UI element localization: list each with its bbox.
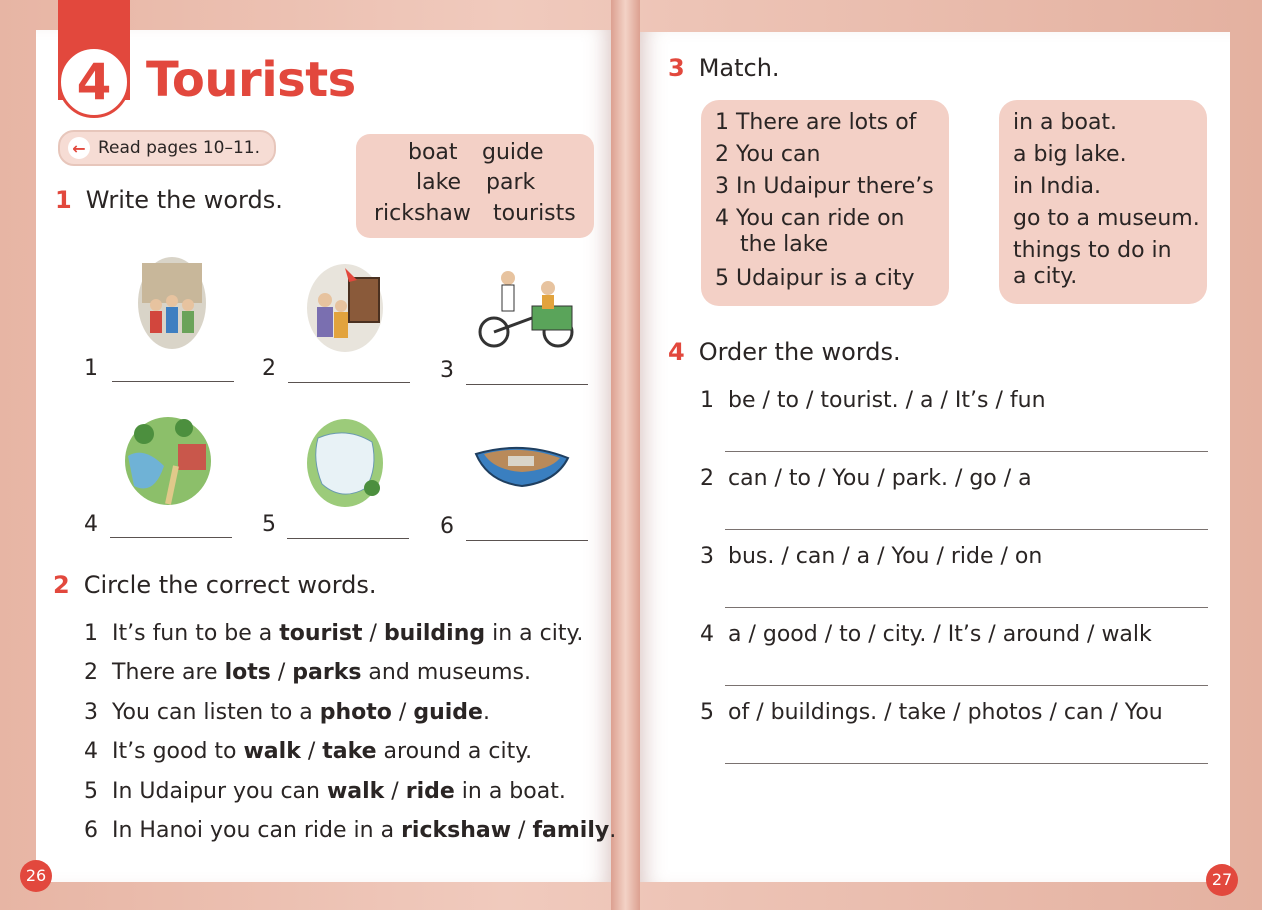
word-tourists: tourists bbox=[493, 201, 576, 226]
circle-sentence-6: 6 In Hanoi you can ride in a rickshaw / family. bbox=[84, 818, 617, 843]
exercise-1-instruction: Write the words. bbox=[85, 186, 283, 214]
option-a[interactable]: walk bbox=[326, 779, 385, 804]
match-left-1[interactable]: 1 There are lots of bbox=[715, 110, 917, 135]
item-4-number: 4 bbox=[84, 512, 98, 537]
order-number: 3 bbox=[700, 544, 714, 569]
item-2-number: 2 bbox=[262, 356, 276, 381]
option-b[interactable]: building bbox=[383, 621, 486, 646]
sentence-text: In Udaipur you can bbox=[112, 779, 327, 804]
order-item-1 bbox=[700, 388, 1046, 413]
unit-number: 4 bbox=[58, 46, 130, 118]
circle-sentence-1: 1 It’s fun to be a tourist / building in a city. bbox=[84, 621, 584, 646]
back-arrow-icon: ← bbox=[68, 137, 90, 159]
exercise-2-heading bbox=[53, 571, 377, 599]
answer-line-4[interactable] bbox=[110, 537, 232, 538]
order-words: can / to / You / park. / go / a bbox=[728, 466, 1032, 491]
exercise-1-number: 1 bbox=[55, 186, 72, 214]
match-left-5[interactable]: 5 Udaipur is a city bbox=[715, 266, 915, 291]
read-pages-label: Read pages 10–11. bbox=[98, 138, 261, 158]
option-b[interactable]: parks bbox=[292, 660, 362, 685]
match-right-5-cont: a city. bbox=[1013, 264, 1078, 289]
sentence-text: . bbox=[609, 818, 617, 843]
answer-line-6[interactable] bbox=[466, 540, 588, 541]
match-right-4[interactable]: go to a museum. bbox=[1013, 206, 1200, 231]
order-words: be / to / tourist. / a / It’s / fun bbox=[728, 388, 1046, 413]
exercise-2-number: 2 bbox=[53, 571, 70, 599]
sentence-number: 1 bbox=[84, 621, 98, 646]
sentence-number: 4 bbox=[84, 739, 98, 764]
option-a[interactable]: lots bbox=[224, 660, 271, 685]
exercise-2-instruction: Circle the correct words. bbox=[83, 571, 377, 599]
match-right-box bbox=[999, 100, 1207, 304]
item-1-number: 1 bbox=[84, 356, 98, 381]
sentence-text: There are bbox=[112, 660, 225, 685]
exercise-3-number: 3 bbox=[668, 54, 685, 82]
item-5-number: 5 bbox=[262, 512, 276, 537]
order-words: of / buildings. / take / photos / can / You bbox=[728, 700, 1163, 725]
match-left-4-cont: the lake bbox=[740, 232, 829, 257]
sentence-text: around a city. bbox=[376, 739, 533, 764]
order-answer-line-5[interactable] bbox=[725, 763, 1208, 764]
order-answer-line-2[interactable] bbox=[725, 529, 1208, 530]
boat-picture bbox=[472, 434, 572, 492]
option-b[interactable]: take bbox=[322, 739, 377, 764]
word-guide: guide bbox=[482, 140, 544, 165]
exercise-1-heading bbox=[55, 186, 283, 214]
item-3-number: 3 bbox=[440, 358, 454, 383]
order-number: 4 bbox=[700, 622, 714, 647]
match-right-5[interactable]: things to do in bbox=[1013, 238, 1172, 263]
page-number-right: 27 bbox=[1206, 864, 1238, 896]
answer-line-3[interactable] bbox=[466, 384, 588, 385]
order-item-2 bbox=[700, 466, 1032, 491]
order-item-4 bbox=[700, 622, 1152, 647]
sentence-text: It’s good to bbox=[112, 739, 244, 764]
option-b[interactable]: family bbox=[532, 818, 610, 843]
sentence-number: 5 bbox=[84, 779, 98, 804]
option-b[interactable]: ride bbox=[405, 779, 455, 804]
sentence-text: in a city. bbox=[485, 621, 584, 646]
sentence-text: You can listen to a bbox=[112, 700, 320, 725]
order-answer-line-4[interactable] bbox=[725, 685, 1208, 686]
read-pages-link[interactable] bbox=[58, 130, 276, 166]
word-rickshaw: rickshaw bbox=[374, 201, 471, 226]
match-right-3[interactable]: in India. bbox=[1013, 174, 1102, 199]
option-b[interactable]: guide bbox=[413, 700, 483, 725]
match-left-4[interactable]: 4 You can ride on bbox=[715, 206, 905, 231]
sentence-text: It’s fun to be a bbox=[112, 621, 280, 646]
circle-sentence-4: 4 It’s good to walk / take around a city. bbox=[84, 739, 533, 764]
answer-line-2[interactable] bbox=[288, 382, 410, 383]
order-words: bus. / can / a / You / ride / on bbox=[728, 544, 1043, 569]
order-number: 2 bbox=[700, 466, 714, 491]
rickshaw-picture bbox=[476, 266, 582, 354]
park-picture bbox=[124, 416, 212, 506]
circle-sentence-3: 3 You can listen to a photo / guide. bbox=[84, 700, 490, 725]
item-6-number: 6 bbox=[440, 514, 454, 539]
option-a[interactable]: rickshaw bbox=[401, 818, 512, 843]
sentence-number: 6 bbox=[84, 818, 98, 843]
circle-sentence-5: 5 In Udaipur you can walk / ride in a boat. bbox=[84, 779, 566, 804]
option-a[interactable]: tourist bbox=[279, 621, 363, 646]
circle-sentence-2: 2 There are lots / parks and museums. bbox=[84, 660, 532, 685]
answer-line-5[interactable] bbox=[287, 538, 409, 539]
order-item-3 bbox=[700, 544, 1042, 569]
sentence-number: 2 bbox=[84, 660, 98, 685]
tourists-picture bbox=[136, 255, 208, 351]
exercise-3-instruction: Match. bbox=[698, 54, 780, 82]
word-box bbox=[356, 134, 594, 238]
match-left-2[interactable]: 2 You can bbox=[715, 142, 821, 167]
book-spine bbox=[611, 0, 640, 910]
sentence-text: In Hanoi you can ride in a bbox=[112, 818, 402, 843]
match-left-box bbox=[701, 100, 949, 306]
order-number: 5 bbox=[700, 700, 714, 725]
lake-picture bbox=[306, 418, 384, 508]
exercise-4-instruction: Order the words. bbox=[698, 338, 901, 366]
match-right-2[interactable]: a big lake. bbox=[1013, 142, 1127, 167]
answer-line-1[interactable] bbox=[112, 381, 234, 382]
order-item-5 bbox=[700, 700, 1163, 725]
sentence-text: in a boat. bbox=[454, 779, 566, 804]
exercise-3-heading bbox=[668, 54, 780, 82]
match-right-1[interactable]: in a boat. bbox=[1013, 110, 1118, 135]
sentence-number: 3 bbox=[84, 700, 98, 725]
word-boat: boat bbox=[408, 140, 458, 165]
match-left-3[interactable]: 3 In Udaipur there’s bbox=[715, 174, 934, 199]
unit-title: Tourists bbox=[146, 52, 356, 108]
option-a[interactable]: photo bbox=[319, 700, 392, 725]
exercise-4-number: 4 bbox=[668, 338, 685, 366]
word-lake: lake bbox=[416, 170, 462, 195]
guide-picture bbox=[305, 260, 387, 352]
option-a[interactable]: walk bbox=[243, 739, 301, 764]
exercise-4-heading bbox=[668, 338, 901, 366]
page-number-left: 26 bbox=[20, 860, 52, 892]
order-number: 1 bbox=[700, 388, 714, 413]
order-words: a / good / to / city. / It’s / around / walk bbox=[728, 622, 1152, 647]
word-park: park bbox=[486, 170, 536, 195]
order-answer-line-3[interactable] bbox=[725, 607, 1208, 608]
order-answer-line-1[interactable] bbox=[725, 451, 1208, 452]
sentence-text: . bbox=[482, 700, 490, 725]
sentence-text: and museums. bbox=[361, 660, 532, 685]
